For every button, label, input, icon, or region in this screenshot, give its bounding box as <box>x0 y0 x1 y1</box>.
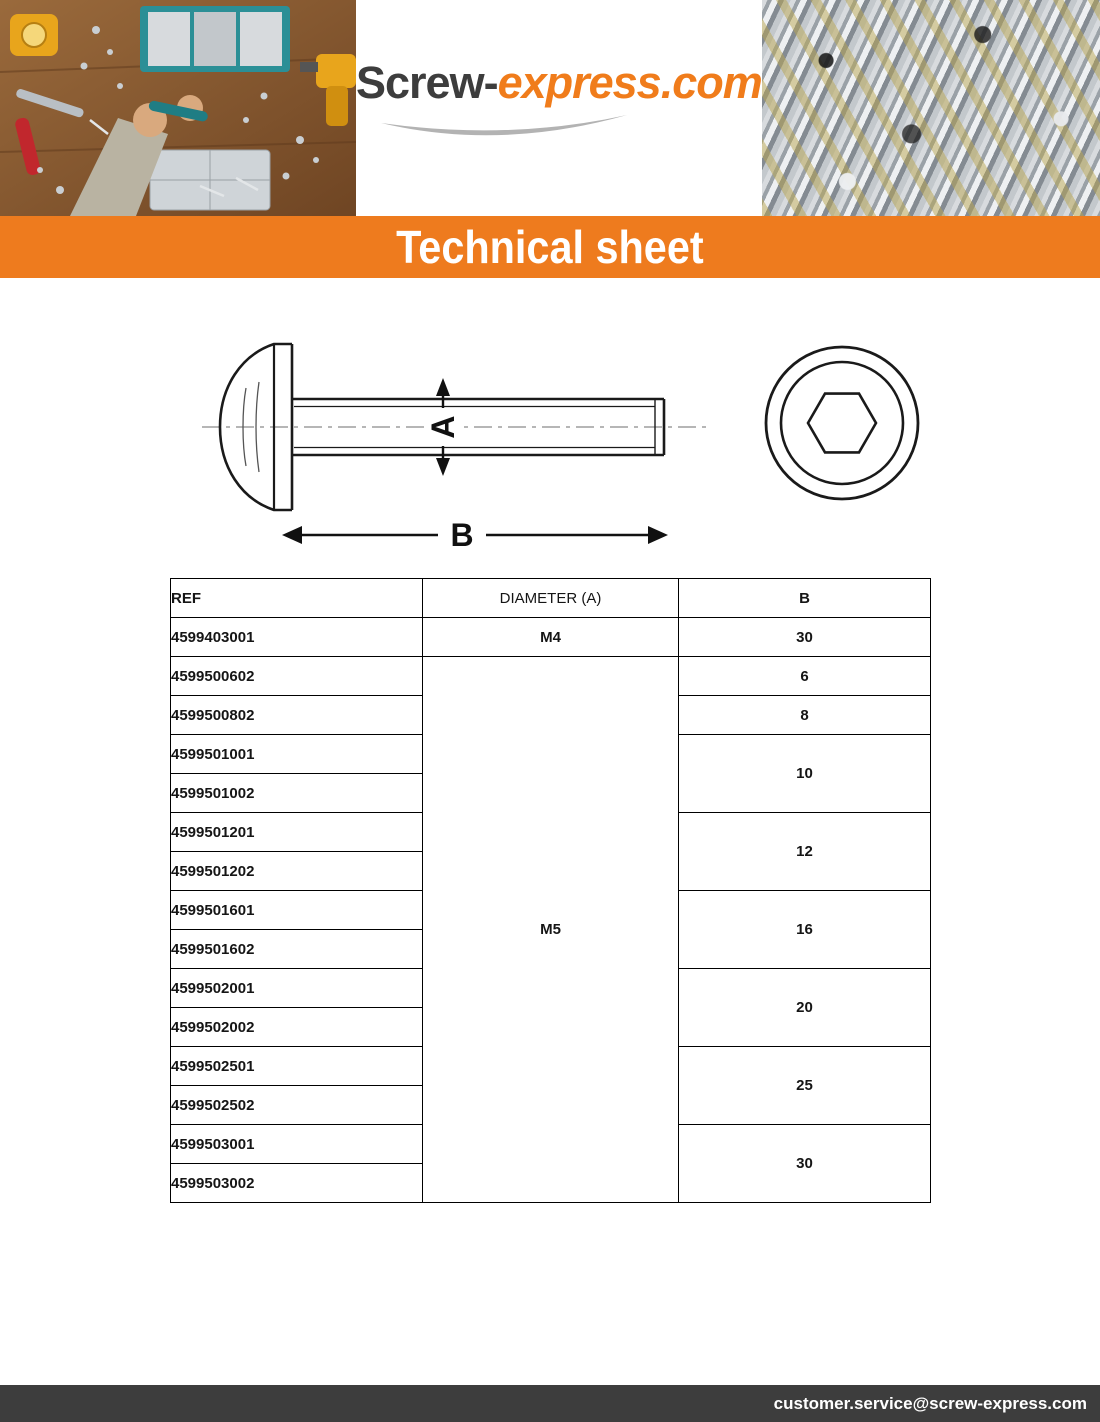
b-length-cell: 20 <box>679 969 931 1047</box>
column-header-diameter: DIAMETER (A) <box>423 579 679 618</box>
table-header-row <box>171 579 931 618</box>
technical-drawing-section <box>0 278 1100 578</box>
spec-table <box>170 578 931 1203</box>
spec-table-body <box>171 618 931 1203</box>
b-length-cell: 8 <box>679 696 931 735</box>
screw-side-view-diagram <box>196 330 716 560</box>
logo-area <box>356 0 762 216</box>
ref-cell: 4599503002 <box>171 1164 423 1203</box>
page-footer <box>0 1385 1100 1422</box>
spec-table-section <box>170 578 1100 1203</box>
ref-cell: 4599500602 <box>171 657 423 696</box>
screw-front-view-diagram <box>757 338 927 508</box>
diameter-cell: M4 <box>423 618 679 657</box>
table-row <box>171 618 931 657</box>
customer-service-email: customer.service@screw-express.com <box>773 1393 1087 1413</box>
brand-logo-dark-part: Screw- <box>356 57 498 108</box>
ref-cell: 4599501202 <box>171 852 423 891</box>
ref-cell: 4599501002 <box>171 774 423 813</box>
brand-logo-orange-part: express.com <box>497 57 762 108</box>
b-length-cell: 6 <box>679 657 931 696</box>
page-title: Technical sheet <box>396 221 704 273</box>
table-row <box>171 657 931 696</box>
brand-logo <box>356 57 762 109</box>
ref-cell: 4599501001 <box>171 735 423 774</box>
title-banner <box>0 216 1100 278</box>
b-length-cell: 12 <box>679 813 931 891</box>
ref-cell: 4599502001 <box>171 969 423 1008</box>
dimension-b-label: B <box>450 517 474 553</box>
b-length-cell: 16 <box>679 891 931 969</box>
page-header <box>0 0 1100 216</box>
column-header-b: B <box>679 579 931 618</box>
dimension-a-label: A <box>425 415 461 439</box>
b-length-cell: 30 <box>679 1125 931 1203</box>
workbench-photo-art <box>0 0 356 216</box>
ref-cell: 4599403001 <box>171 618 423 657</box>
ref-cell: 4599502501 <box>171 1047 423 1086</box>
ref-cell: 4599501601 <box>171 891 423 930</box>
b-length-cell: 25 <box>679 1047 931 1125</box>
ref-cell: 4599502002 <box>171 1008 423 1047</box>
ref-cell: 4599501602 <box>171 930 423 969</box>
ref-cell: 4599503001 <box>171 1125 423 1164</box>
b-length-cell: 10 <box>679 735 931 813</box>
diameter-cell: M5 <box>423 657 679 1203</box>
ref-cell: 4599501201 <box>171 813 423 852</box>
column-header-ref: REF <box>171 579 423 618</box>
ref-cell: 4599502502 <box>171 1086 423 1125</box>
logo-swoosh <box>379 111 629 145</box>
hex-socket-shape <box>808 394 876 453</box>
workbench-photo <box>0 0 356 216</box>
ref-cell: 4599500802 <box>171 696 423 735</box>
b-length-cell: 30 <box>679 618 931 657</box>
screws-photo <box>762 0 1100 216</box>
